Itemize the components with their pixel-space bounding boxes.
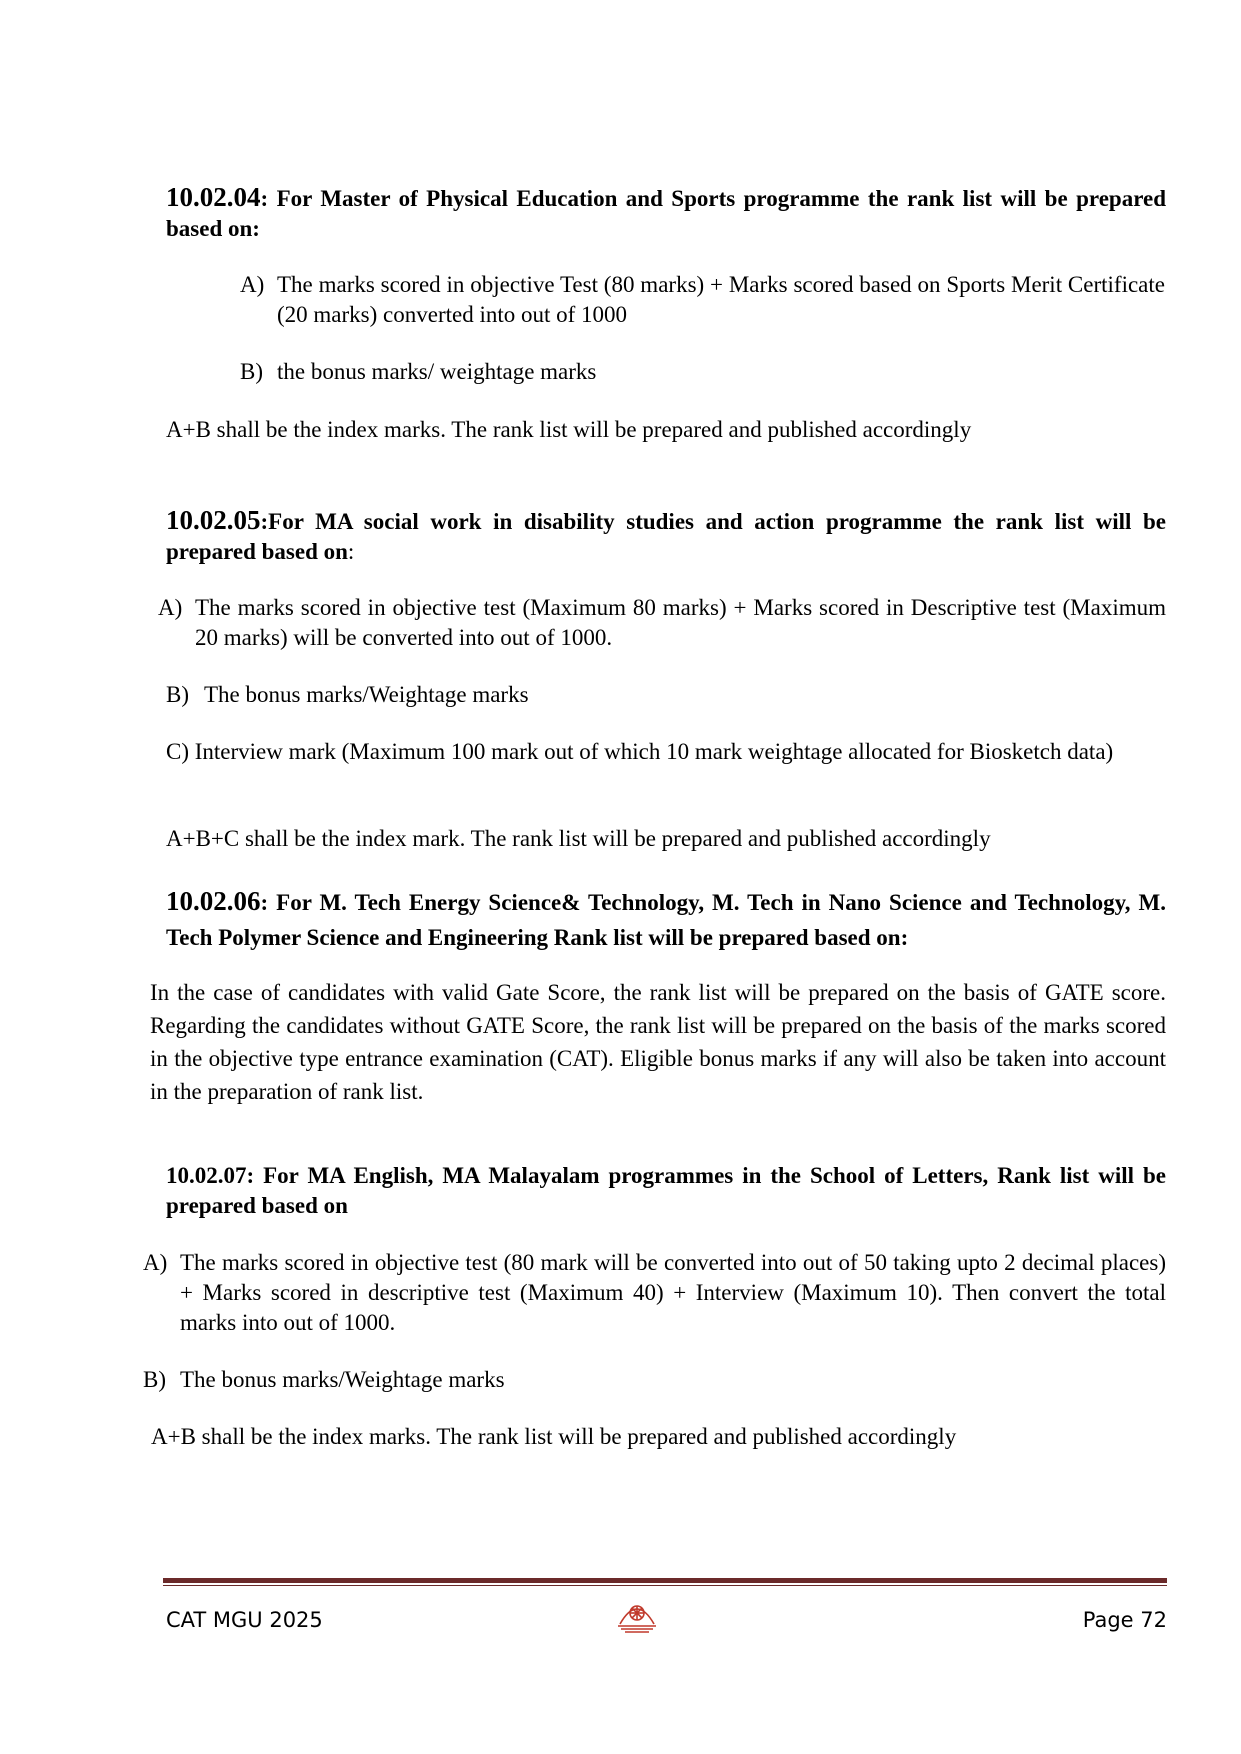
footer-title: CAT MGU 2025 bbox=[166, 1608, 323, 1632]
list-item-label: B) bbox=[240, 359, 263, 384]
list-item-text: Interview mark (Maximum 100 mark out of which 10 mark weightage allocated for Biosketch data) bbox=[194, 739, 1114, 764]
section-number: 10.02.06 bbox=[166, 886, 261, 916]
list-item-label: A) bbox=[143, 1250, 168, 1275]
list-item-text: The marks scored in objective test (Maximum 80 marks) + Marks scored in Descriptive test (Maximum 20 marks) will be converted into out of 1000. bbox=[195, 595, 1166, 650]
section-number: 10.02.04 bbox=[166, 182, 261, 212]
list-item bbox=[143, 1365, 1166, 1395]
list-item-label: B) bbox=[143, 1367, 166, 1392]
section-body: In the case of candidates with valid Gate Score, the rank list will be prepared on the basis of GATE score. Regarding the candidates without GATE Score, the rank list will be prepared on the basis of the marks scored in the objective type entrance examination (CAT). Eligible bonus marks if any will also be taken into account in the preparation of rank list. bbox=[150, 980, 1166, 1104]
section-conclusion: A+B shall be the index marks. The rank list will be prepared and published accordingly bbox=[166, 417, 972, 442]
page-number: Page 72 bbox=[1082, 1608, 1167, 1632]
section-10-02-04-heading bbox=[166, 182, 1166, 244]
footer-rule bbox=[163, 1578, 1167, 1583]
list-item bbox=[166, 737, 1166, 767]
list-item-label: A) bbox=[240, 272, 265, 297]
section-title-tail: : bbox=[347, 539, 355, 564]
list-item-label: C) bbox=[166, 739, 189, 764]
list-item-label: B) bbox=[166, 682, 189, 707]
section-10-02-07-heading: 10.02.07: For MA English, MA Malayalam programmes in the School of Letters, Rank list will be prepared based on bbox=[166, 1163, 1166, 1218]
section-title: :For MA social work in disability studies and action programme the rank list will be prepared based on bbox=[166, 509, 1166, 564]
footer-rule-thin bbox=[163, 1585, 1167, 1586]
list-item-text: The bonus marks/Weightage marks bbox=[180, 1367, 505, 1392]
list-item-text: The marks scored in objective Test (80 marks) + Marks scored based on Sports Merit Certificate (20 marks) converted into out of 1000 bbox=[277, 272, 1165, 327]
list-item bbox=[158, 593, 1166, 653]
section-10-02-05-heading bbox=[166, 505, 1166, 567]
section-conclusion: A+B+C shall be the index mark. The rank list will be prepared and published accordingly bbox=[166, 826, 991, 851]
list-item bbox=[240, 270, 1165, 330]
list-item bbox=[240, 357, 1165, 387]
list-item-text: The bonus marks/Weightage marks bbox=[204, 682, 529, 707]
list-item-label: A) bbox=[158, 595, 183, 620]
list-item bbox=[166, 680, 1166, 710]
list-item bbox=[143, 1248, 1166, 1338]
list-item-text: the bonus marks/ weightage marks bbox=[277, 359, 597, 384]
section-number: 10.02.05 bbox=[166, 505, 261, 535]
section-title: : For M. Tech Energy Science& Technology, M. Tech in Nano Science and Technology, M. Tech Polymer Science and Engineering Rank list will be prepared based on: bbox=[166, 890, 1166, 950]
section-10-02-06-heading bbox=[166, 884, 1166, 955]
university-emblem-icon bbox=[614, 1596, 660, 1634]
list-item-text: The marks scored in objective test (80 mark will be converted into out of 50 taking upto 2 decimal places) + Marks scored in descriptive test (Maximum 40) + Interview (Maximum 10). Then convert the total marks into out of 1000. bbox=[180, 1250, 1166, 1335]
section-title: : For Master of Physical Education and Sports programme the rank list will be prepared based on: bbox=[166, 186, 1166, 241]
section-conclusion: A+B shall be the index marks. The rank list will be prepared and published accordingly bbox=[151, 1424, 957, 1449]
